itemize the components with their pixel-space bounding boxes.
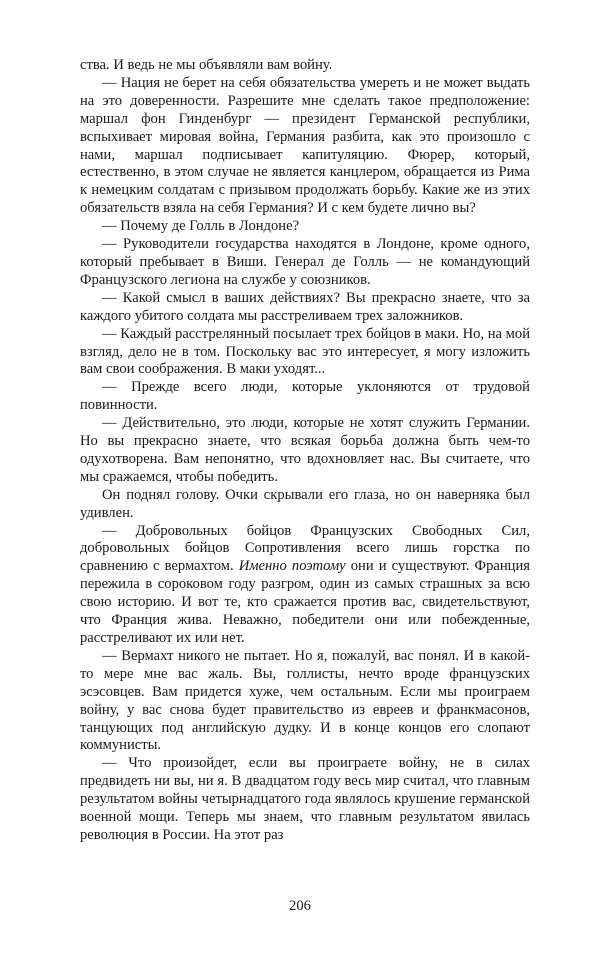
paragraph: — Прежде всего люди, которые уклоняются от трудовой повинности. [80,379,530,414]
paragraph-text: они и существуют. Франция пережила в сороковом году разгром, один из самых страшных за всю свою историю. И вот те, кто сражается против вас, свидетельствуют, что Франция жива. Неважно, победители они или побежденные, расстреливают их или нет. [80,558,530,646]
paragraph-text: — Добровольных бойцов Французских Свободных Сил, добровольных бойцов Сопротивления всего лишь горстка по сравнению с вермахтом. [80,522,530,575]
paragraph: — Вермахт никого не пытает. Но я, пожалуй, вас понял. И в какой-то мере мне вас жаль. Вы, голлисты, нечто вроде французских эсэсовцев. Вам придется хуже, чем остальным. Если мы проиграем войну, у вас снова будет правительство из евреев и франкмасонов, танцующих под английскую дудку. И в конце концов его слопают коммунисты. [80,647,530,754]
paragraph: — Каждый расстрелянный посылает трех бойцов в маки. Но, на мой взгляд, дело не в том. Поскольку вас это интересует, я могу изложить вам свои соображения. В маки уходят... [80,325,531,378]
paragraph: — Нация не берет на себя обязательства умереть и не может выдать на это доверенности. Разрешите мне сделать такое предположение: маршал фон Гинденбург — президент Германской республики, вспыхивает мировая война, Германия разбита, как это произошло с нами, маршал подписывает капитуляцию. Фюрер, который, естественно, в этом случае не является канцлером, обращается из Рима к немецким солдатам с призывом продолжать борьбу. Какие же из этих обязательств взяла на себя Германия? И с кем будете лично вы? [80,74,530,217]
paragraph: — Что произойдет, если вы проиграете войну, не в силах предвидеть ни вы, ни я. В двадцатом году весь мир считал, что главным результатом войны четырнадцатого года являлось крушение германской военной мощи. Теперь мы знаем, что главным результатом явилась революция в России. На этот раз [80,755,530,843]
paragraph: — Какой смысл в ваших действиях? Вы прекрасно знаете, что за каждого убитого солдата мы расстреливаем трех заложников. [80,289,530,324]
paragraph: Он поднял голову. Очки скрывали его глаза, но он наверняка был удивлен. [80,486,530,521]
paragraph: — Руководители государства находятся в Лондоне, кроме одного, который пребывает в Виши. Генерал де Голль — не командующий Французского легиона на службе у союзников. [80,236,530,288]
paragraph: — Действительно, это люди, которые не хотят служить Германии. Но вы прекрасно знаете, что всякая борьба должна быть чем-то одухотворена. Вам непонятно, что вдохновляет нас. Вы считаете, что мы сражаемся, чтобы победить. [80,415,530,485]
page-body [80,57,530,845]
paragraph: ства. И ведь не мы объявляли вам войну. [80,57,333,73]
paragraph: — Почему де Голль в Лондоне? [102,218,300,235]
paragraph-with-emphasis [80,523,530,648]
emphasis-text: Именно поэтому [238,558,346,575]
page-number: 206 [289,898,311,914]
